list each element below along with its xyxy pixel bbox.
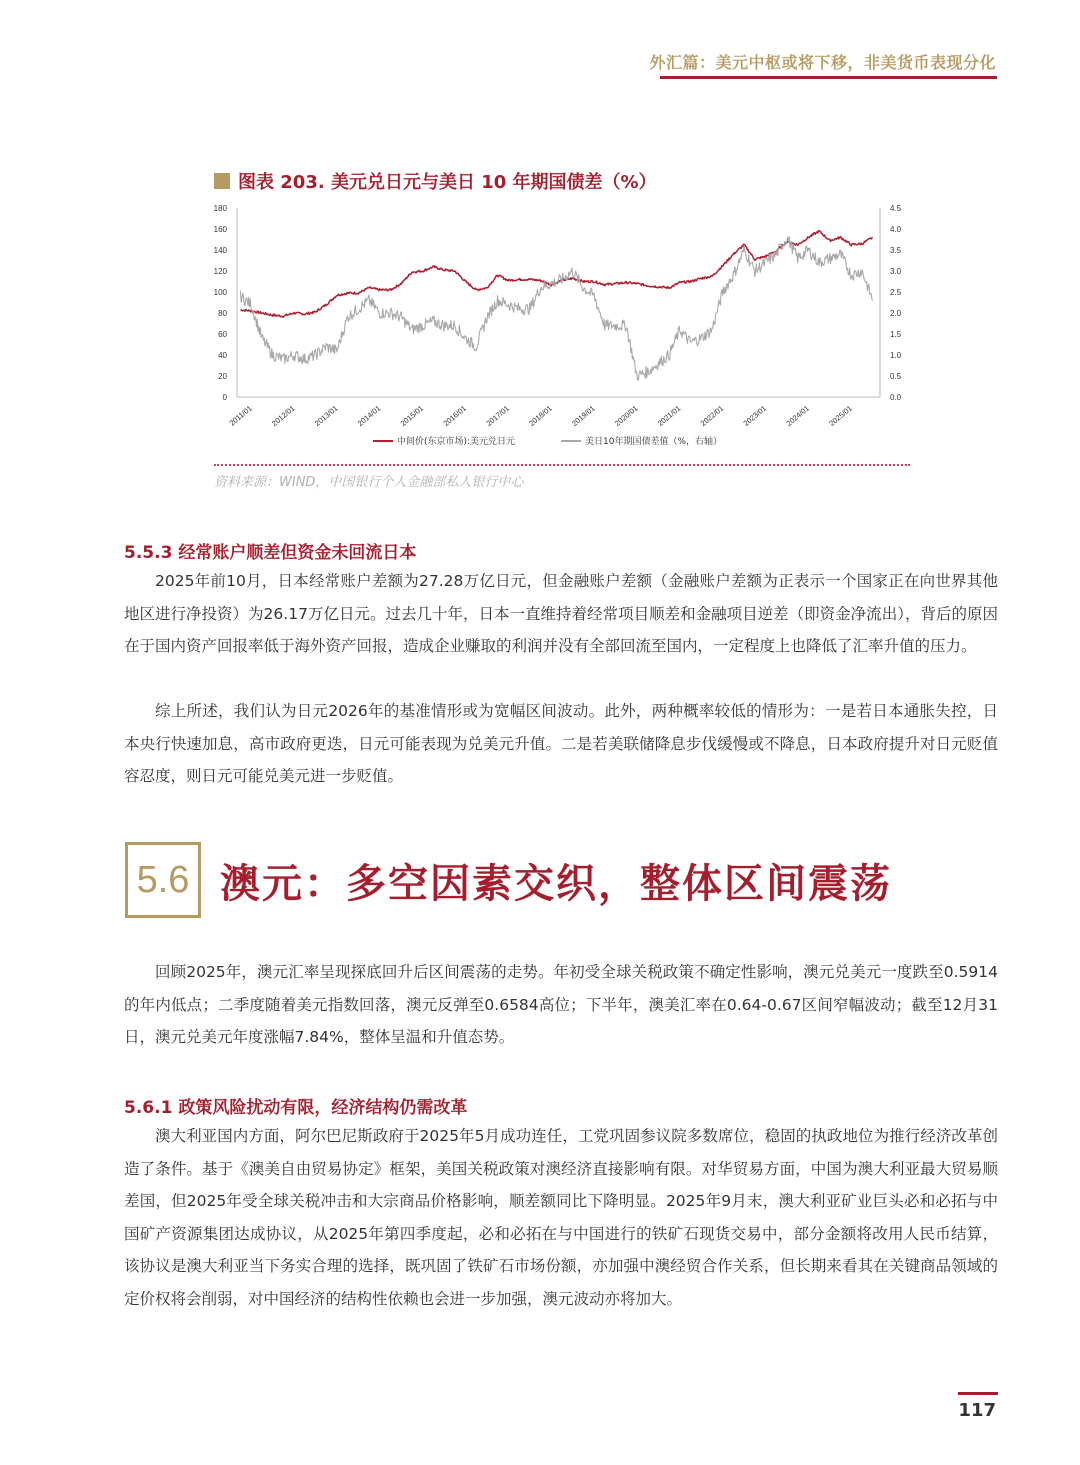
x-tick-label: 2013/01 bbox=[312, 403, 340, 428]
section-5-6-title: 澳元：多空因素交织，整体区间震荡 bbox=[220, 861, 892, 907]
y-right-tick-label: 1.5 bbox=[890, 330, 902, 339]
legend-usdjpy-label: 中间价(东京市场):美元兑日元 bbox=[397, 437, 516, 447]
y-left-tick-label: 0 bbox=[222, 393, 227, 402]
section-number-box: 5.6 bbox=[125, 842, 201, 918]
section-5-6-1-paragraph-1: 澳大利亚国内方面，阿尔巴尼斯政府于2025年5月成功连任，工党巩固参议院多数席位，稳固的执政地位为推行经济改革创造了条件。基于《澳美自由贸易协定》框架，美国关税政策对澳经济直接影响有限。对华贸易方面，中国为澳大利亚最大贸易顺差国，但2025年受全球关税冲击和大宗商品价格影响，顺差额同比下降明显。2025年9月末，澳大利亚矿业巨头必和必拓与中国矿产资源集团达成协议，从2025年第四季度起，必和必拓在与中国进行的铁矿石现货交易中，部分金额将改用人民币结算，该协议是澳大利亚当下务实合理的选择，既巩固了铁矿石市场份额，亦加强中澳经贸合作关系，但长期来看其在关键商品领域的定价权将会削弱，对中国经济的结构性依赖也会进一步加强，澳元波动亦将加大。 bbox=[124, 1127, 998, 1308]
spread-series-line bbox=[240, 237, 872, 380]
x-tick-label: 2024/01 bbox=[784, 403, 811, 428]
x-tick-label: 2020/01 bbox=[612, 403, 640, 428]
section-5-5-3-paragraph-2: 综上所述，我们认为日元2026年的基准情形或为宽幅区间波动。此外，两种概率较低的情形为：一是若日本通胀失控，日本央行快速加息，高市政府更迭，日元可能表现为兑美元升值。二是若美联储降息步伐缓慢或不降息，日本政府提升对日元贬值容忍度，则日元可能兑美元进一步贬值。 bbox=[124, 702, 998, 785]
section-5-5-3-heading: 5.5.3 经常账户顺差但资金未回流日本 bbox=[124, 543, 417, 563]
page-number: 117 bbox=[958, 1400, 996, 1421]
x-tick-label: 2012/01 bbox=[270, 403, 297, 428]
x-tick-label: 2016/01 bbox=[441, 403, 469, 428]
figure-marker-icon bbox=[214, 173, 230, 189]
section-5-6-paragraph-1: 回顾2025年，澳元汇率呈现探底回升后区间震荡的走势。年初受全球关税政策不确定性影响，澳元兑美元一度跌至0.5914的年内低点；二季度随着美元指数回落，澳元反弹至0.6584高位；下半年，澳美汇率在0.64-0.67区间窄幅波动；截至12月31日，澳元兑美元年度涨幅7.84%，整体呈温和升值态势。 bbox=[124, 963, 998, 1046]
source-divider bbox=[214, 464, 910, 466]
y-right-tick-label: 4.0 bbox=[890, 225, 902, 234]
y-right-tick-label: 3.5 bbox=[890, 246, 902, 255]
x-tick-label: 2019/01 bbox=[570, 403, 597, 428]
x-tick-label: 2015/01 bbox=[398, 403, 426, 428]
y-left-tick-label: 60 bbox=[218, 330, 227, 339]
y-left-tick-label: 160 bbox=[213, 225, 227, 234]
x-tick-label: 2023/01 bbox=[741, 403, 769, 428]
y-left-tick-label: 80 bbox=[218, 309, 227, 318]
section-5-6-1-heading: 5.6.1 政策风险扰动有限，经济结构仍需改革 bbox=[124, 1098, 468, 1118]
y-right-tick-label: 1.0 bbox=[890, 351, 902, 360]
y-right-tick-label: 2.0 bbox=[890, 309, 902, 318]
y-left-tick-label: 20 bbox=[218, 372, 227, 381]
x-tick-label: 2017/01 bbox=[484, 403, 511, 428]
figure-title-text: 图表 203. 美元兑日元与美日 10 年期国债差（%） bbox=[238, 172, 657, 193]
figure-source: 资料来源：WIND，中国银行个人金融部私人银行中心 bbox=[214, 475, 524, 490]
usdjpy-spread-chart bbox=[205, 198, 915, 460]
y-right-tick-label: 0.0 bbox=[890, 393, 902, 402]
section-5-5-3-paragraph-1: 2025年前10月，日本经常账户差额为27.28万亿日元，但金融账户差额（金融账户差额为正表示一个国家正在向世界其他地区进行净投资）为26.17万亿日元。过去几十年，日本一直维持着经常项目顺差和金融项目逆差（即资金净流出），背后的原因在于国内资产回报率低于海外资产回报，造成企业赚取的利润并没有全部回流至国内，一定程度上也降低了汇率升值的压力。 bbox=[124, 572, 998, 655]
y-right-tick-label: 3.0 bbox=[890, 267, 902, 276]
y-left-tick-label: 40 bbox=[218, 351, 227, 360]
header-rule bbox=[660, 76, 997, 79]
y-left-tick-label: 140 bbox=[213, 246, 227, 255]
usdjpy-series-line bbox=[240, 231, 872, 318]
y-right-tick-label: 2.5 bbox=[890, 288, 902, 297]
y-right-tick-label: 0.5 bbox=[890, 372, 902, 381]
x-tick-label: 2021/01 bbox=[655, 403, 683, 428]
page-number-rule bbox=[958, 1392, 998, 1395]
running-header-title: 外汇篇：美元中枢或将下移，非美货币表现分化 bbox=[649, 53, 996, 72]
y-left-tick-label: 180 bbox=[213, 204, 227, 213]
x-tick-label: 2025/01 bbox=[827, 403, 854, 428]
x-tick-label: 2011/01 bbox=[227, 403, 254, 428]
figure-title bbox=[214, 168, 657, 194]
x-tick-label: 2014/01 bbox=[355, 403, 383, 428]
x-tick-label: 2022/01 bbox=[698, 403, 726, 428]
y-right-tick-label: 4.5 bbox=[890, 204, 902, 213]
y-left-tick-label: 100 bbox=[213, 288, 227, 297]
y-left-tick-label: 120 bbox=[213, 267, 227, 276]
legend-spread-label: 美日10年期国债差值（%，右轴） bbox=[585, 437, 723, 447]
x-tick-label: 2018/01 bbox=[527, 403, 554, 428]
